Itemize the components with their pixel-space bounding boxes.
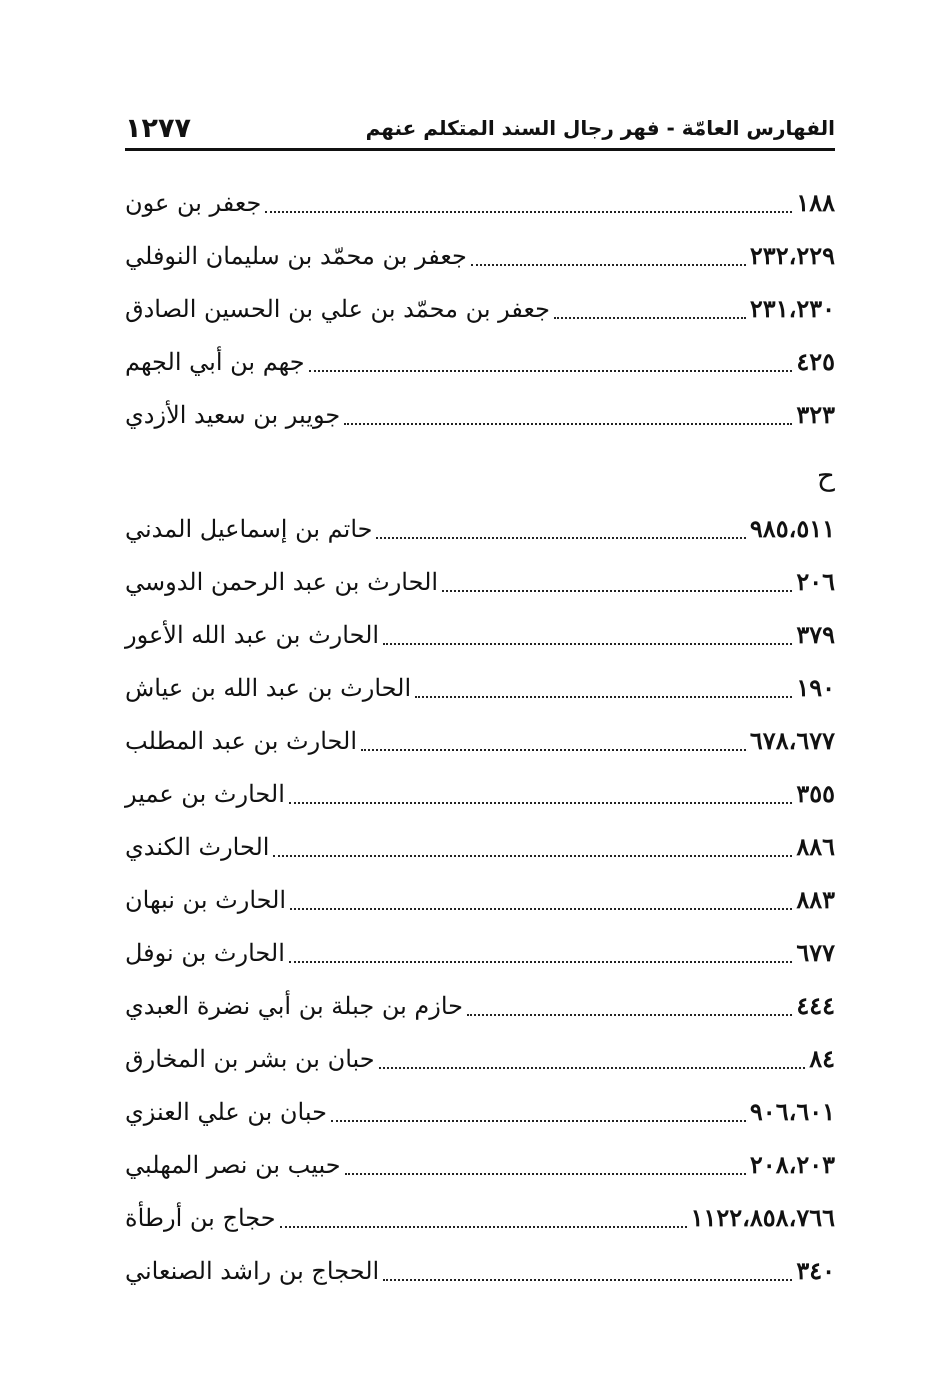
entry-name: الحارث الكندي — [125, 832, 270, 861]
entry-pages: ٦٧٨،٦٧٧ — [749, 726, 835, 755]
entry-pages: ٣٤٠ — [796, 1256, 835, 1285]
dot-leader — [290, 907, 792, 910]
entry-pages: ٣٢٣ — [796, 400, 835, 429]
entry-pages: ٢٠٦ — [796, 567, 835, 596]
entry-name: الحارث بن عمير — [125, 779, 285, 808]
dot-leader — [376, 536, 745, 539]
dot-leader — [554, 316, 746, 319]
index-entry — [125, 767, 835, 820]
entry-name: جعفر بن محمّد بن سليمان النوفلي — [125, 241, 467, 270]
page-number: ١٢٧٧ — [125, 112, 191, 144]
dot-leader — [280, 1225, 687, 1228]
entry-pages: ٣٥٥ — [796, 779, 835, 808]
entry-pages: ٢٠٨،٢٠٣ — [749, 1150, 835, 1179]
dot-leader — [265, 210, 792, 213]
index-entry — [125, 714, 835, 767]
entry-pages: ٣٧٩ — [796, 620, 835, 649]
index-entry — [125, 229, 835, 282]
running-title: الفهارس العامّة - فهر رجال السند المتكلم عنهم — [365, 116, 835, 140]
entry-pages: ٨٨٣ — [796, 885, 835, 914]
entry-pages: ٤٢٥ — [796, 347, 835, 376]
entry-pages: ١٩٠ — [796, 673, 835, 702]
dot-leader — [379, 1066, 806, 1069]
entry-name: الحارث بن عبد المطلب — [125, 726, 358, 755]
entry-pages: ١١٢٢،٨٥٨،٧٦٦ — [690, 1203, 835, 1232]
section-letter: ح — [816, 459, 835, 492]
entry-pages: ٩٨٥،٥١١ — [749, 514, 835, 543]
index-entry — [125, 820, 835, 873]
entry-name: حاتم بن إسماعيل المدني — [125, 514, 373, 543]
entry-pages: ٨٨٦ — [796, 832, 835, 861]
entry-name: حجاج بن أرطأة — [125, 1203, 276, 1232]
dot-leader — [331, 1119, 746, 1122]
entry-pages: ١٨٨ — [796, 188, 835, 217]
entry-name: حازم بن جبلة بن أبي نضرة العبدي — [125, 991, 464, 1020]
entry-name: الحارث بن عبد الله بن عياش — [125, 673, 412, 702]
index-entry — [125, 502, 835, 555]
dot-leader — [289, 960, 792, 963]
index-entry — [125, 661, 835, 714]
entry-name: الحارث بن نوفل — [125, 938, 285, 967]
dot-leader — [309, 369, 793, 372]
index-entry — [125, 282, 835, 335]
index-entries — [125, 176, 835, 1297]
entry-pages: ٤٤٤ — [796, 991, 835, 1020]
entry-name: الحارث بن عبد الرحمن الدوسي — [125, 567, 439, 596]
dot-leader — [415, 695, 792, 698]
entry-name: الحارث بن نبهان — [125, 885, 287, 914]
entry-name: حبان بن علي العنزي — [125, 1097, 327, 1126]
dot-leader — [289, 801, 792, 804]
dot-leader — [383, 1278, 792, 1281]
entry-pages: ٨٤ — [809, 1044, 835, 1073]
index-entry — [125, 1244, 835, 1297]
dot-leader — [361, 748, 746, 751]
dot-leader — [273, 854, 792, 857]
entry-name: حبان بن بشر بن المخارق — [125, 1044, 375, 1073]
entry-name: جهم بن أبي الجهم — [125, 347, 305, 376]
index-entry — [125, 1085, 835, 1138]
index-entry — [125, 555, 835, 608]
entry-name: جعفر بن محمّد بن علي بن الحسين الصادق — [125, 294, 550, 323]
entry-name: الحارث بن عبد الله الأعور — [125, 620, 380, 649]
index-entry — [125, 873, 835, 926]
entry-name: الحجاج بن راشد الصنعاني — [125, 1256, 380, 1285]
index-entry — [125, 608, 835, 661]
page-header — [125, 108, 835, 151]
entry-name: جعفر بن عون — [125, 188, 262, 217]
index-entry — [125, 1138, 835, 1191]
entry-pages: ٢٣١،٢٣٠ — [749, 294, 835, 323]
dot-leader — [344, 422, 792, 425]
dot-leader — [383, 642, 792, 645]
index-entry — [125, 335, 835, 388]
dot-leader — [442, 589, 792, 592]
index-entry — [125, 1191, 835, 1244]
index-entry — [125, 388, 835, 441]
index-entry — [125, 176, 835, 229]
entry-name: حبيب بن نصر المهلبي — [125, 1150, 341, 1179]
entry-name: جويبر بن سعيد الأزدي — [125, 400, 341, 429]
dot-leader — [467, 1013, 792, 1016]
index-entry — [125, 926, 835, 979]
dot-leader — [471, 263, 746, 266]
entry-pages: ٦٧٧ — [796, 938, 835, 967]
index-entry — [125, 1032, 835, 1085]
dot-leader — [345, 1172, 746, 1175]
entry-pages: ٢٣٢،٢٢٩ — [749, 241, 835, 270]
index-entry — [125, 979, 835, 1032]
entry-pages: ٩٠٦،٦٠١ — [749, 1097, 835, 1126]
